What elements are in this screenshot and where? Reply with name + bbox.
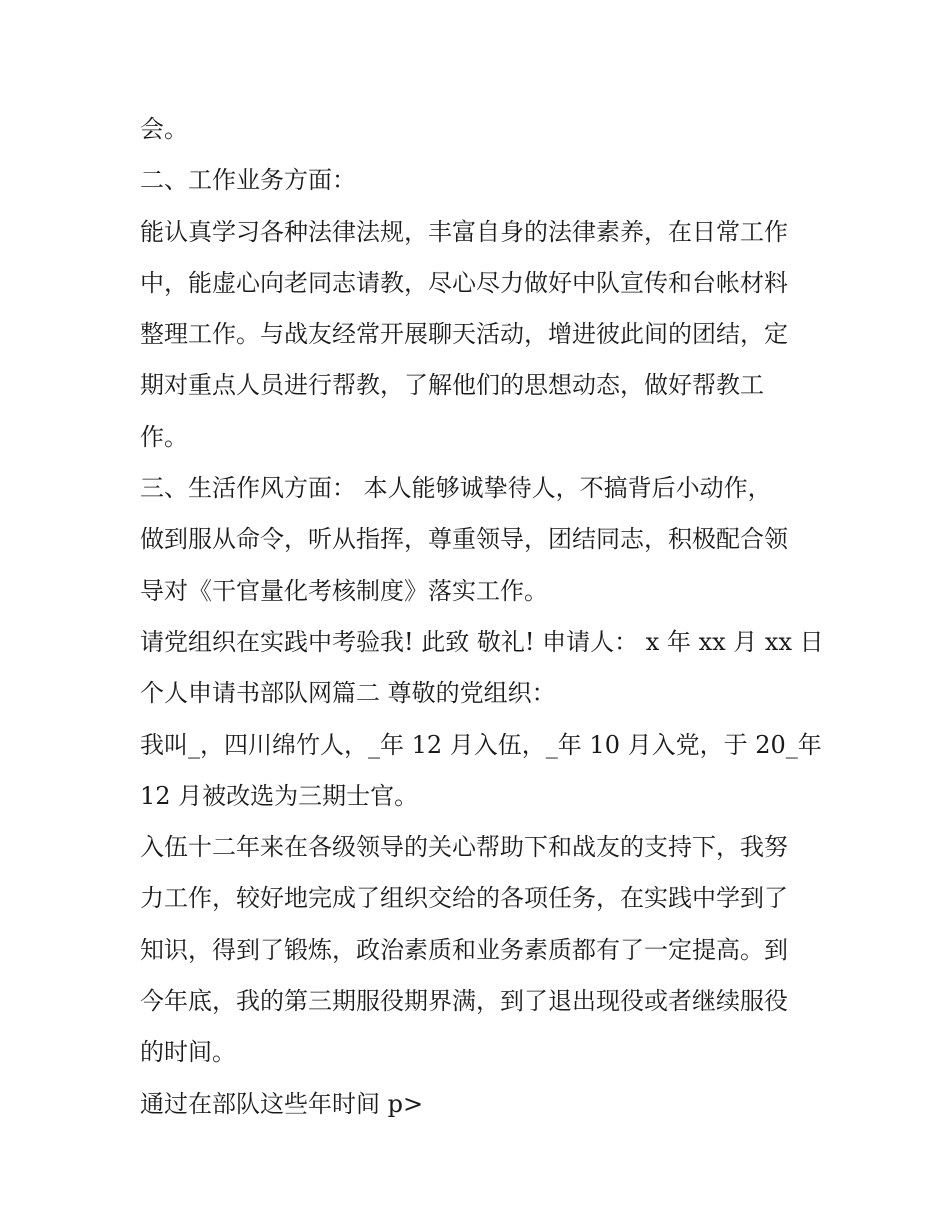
text-line: 入伍十二年来在各级领导的关心帮助下和战友的支持下，我努 xyxy=(140,833,788,862)
text-line: 整理工作。与战友经常开展聊天活动，增进彼此间的团结，定 xyxy=(140,320,788,349)
text-line: 作。 xyxy=(140,422,188,451)
paragraph-closing-signature xyxy=(140,617,824,668)
text-line: 力工作，较好地完成了组织交给的各项任务，在实践中学到了 xyxy=(140,884,788,913)
text-line: 做到服从命令，听从指挥，尊重领导，团结同志，积极配合领 xyxy=(140,525,788,554)
text-line: 通过在部队这些年时间 p> xyxy=(140,1089,424,1118)
text-line: 期对重点人员进行帮教，了解他们的思想动态，做好帮教工 xyxy=(140,371,764,400)
text-line: 我叫_，四川绵竹人，_年 12 月入伍，_年 10 月入党，于 20_年 xyxy=(140,730,822,759)
paragraph-continuation xyxy=(140,104,820,155)
text-line: 中，能虚心向老同志请教，尽心尽力做好中队宣传和台帐材料 xyxy=(140,268,788,297)
text-line: 个人申请书部队网篇二 尊敬的党组织： xyxy=(140,679,556,708)
text-line: 导对《干官量化考核制度》落实工作。 xyxy=(140,576,548,605)
paragraph-truncated xyxy=(140,1079,820,1130)
text-line: 请党组织在实践中考验我! 此致 敬礼! 申请人： x 年 xx 月 xx 日 xyxy=(140,627,824,656)
text-line: 今年底，我的第三期服役期界满，到了退出现役或者继续服役 xyxy=(140,987,788,1016)
paragraph-life-style xyxy=(140,463,820,617)
paragraph-service-history xyxy=(140,822,820,1078)
section-heading-work xyxy=(140,155,820,206)
text-line: 二、工作业务方面： xyxy=(140,166,356,195)
text-line: 的时间。 xyxy=(140,1038,236,1067)
text-line: 知识，得到了锻炼，政治素质和业务素质都有了一定提高。到 xyxy=(140,935,788,964)
document-body xyxy=(140,104,824,1130)
text-line: 能认真学习各种法律法规，丰富自身的法律素养，在日常工作 xyxy=(140,217,788,246)
text-line: 会。 xyxy=(140,115,188,143)
paragraph-work-details xyxy=(140,207,820,463)
text-line: 12 月被改选为三期士官。 xyxy=(140,781,419,810)
paragraph-introduction xyxy=(140,720,820,823)
text-line: 三、生活作风方面： 本人能够诚挚待人，不搞背后小动作， xyxy=(140,474,772,503)
section-heading-part-two xyxy=(140,668,820,719)
